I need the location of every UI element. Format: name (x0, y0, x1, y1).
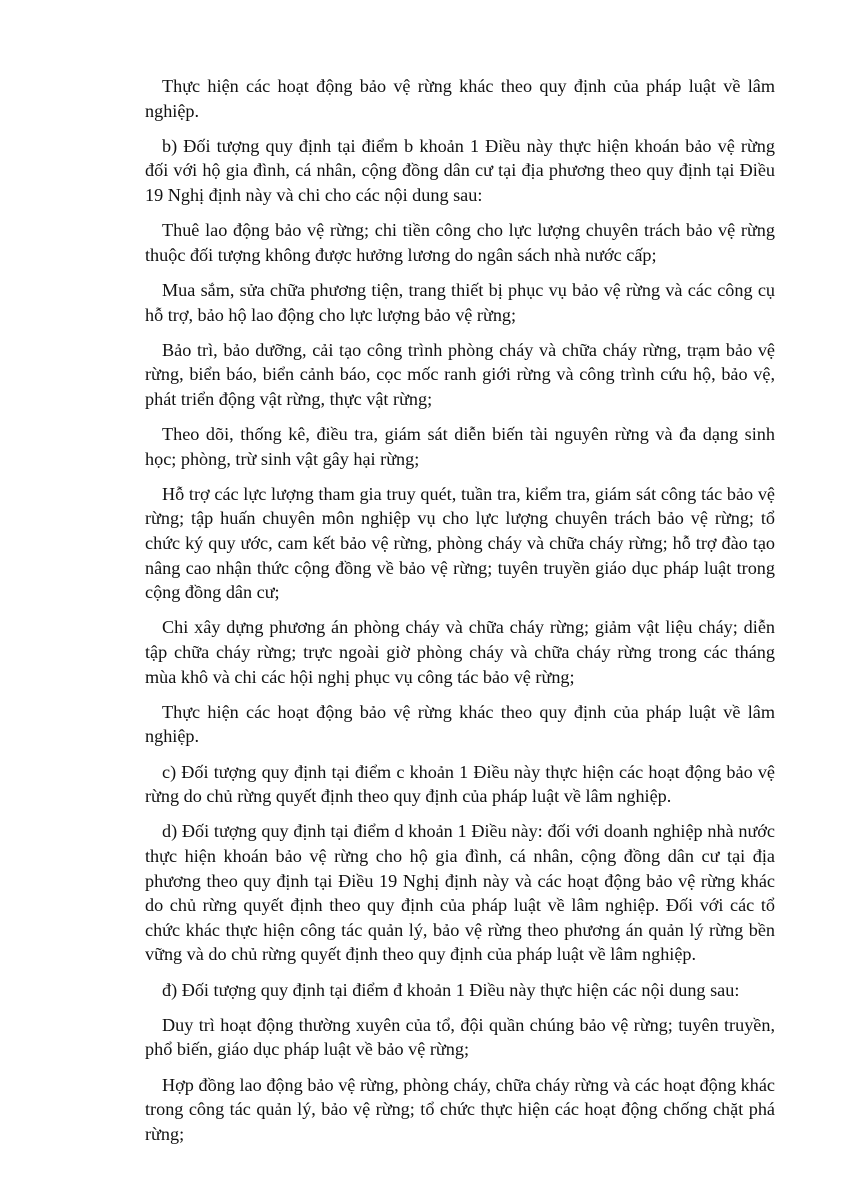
paragraph-7: Hỗ trợ các lực lượng tham gia truy quét, tuần tra, kiểm tra, giám sát công tác bảo vệ rừng; tập huấn chuyên môn nghiệp vụ cho lực lượng chuyên trách bảo vệ rừng; tổ chức ký quy ước, cam kết bảo vệ rừng, phòng cháy và chữa cháy rừng; hỗ trợ đào tạo nâng cao nhận thức cộng đồng về bảo vệ rừng; tuyên truyền giáo dục pháp luật trong cộng đồng dân cư; (145, 483, 775, 603)
paragraph-10: c) Đối tượng quy định tại điểm c khoản 1 Điều này thực hiện các hoạt động bảo vệ rừng do chủ rừng quyết định theo quy định của pháp luật về lâm nghiệp. (145, 761, 775, 807)
paragraph-9: Thực hiện các hoạt động bảo vệ rừng khác theo quy định của pháp luật về lâm nghiệp. (145, 701, 775, 747)
paragraph-5: Bảo trì, bảo dưỡng, cải tạo công trình phòng cháy và chữa cháy rừng, trạm bảo vệ rừng, biển báo, biển cảnh báo, cọc mốc ranh giới rừng và công trình cứu hộ, bảo vệ, phát triển động vật rừng, thực vật rừng; (145, 339, 775, 409)
paragraph-11: d) Đối tượng quy định tại điểm d khoản 1 Điều này: đối với doanh nghiệp nhà nước thực hiện khoán bảo vệ rừng cho hộ gia đình, cá nhân, cộng đồng dân cư tại địa phương theo quy định tại Điều 19 Nghị định này và các hoạt động bảo vệ rừng khác do chủ rừng quyết định theo quy định của pháp luật về lâm nghiệp. Đối với các tổ chức khác thực hiện công tác quản lý, bảo vệ rừng theo phương án quản lý rừng bền vững và do chủ rừng quyết định theo quy định của pháp luật về lâm nghiệp. (145, 821, 775, 965)
paragraph-6: Theo dõi, thống kê, điều tra, giám sát diễn biến tài nguyên rừng và đa dạng sinh học; phòng, trừ sinh vật gây hại rừng; (145, 424, 775, 469)
paragraph-2: b) Đối tượng quy định tại điểm b khoản 1 Điều này thực hiện khoán bảo vệ rừng đối với hộ gia đình, cá nhân, cộng đồng dân cư tại địa phương theo quy định tại Điều 19 Nghị định này và chi cho các nội dung sau: (145, 135, 775, 205)
document-page (145, 74, 775, 1157)
paragraph-14: Hợp đồng lao động bảo vệ rừng, phòng cháy, chữa cháy rừng và các hoạt động khác trong công tác quản lý, bảo vệ rừng; tổ chức thực hiện các hoạt động chống chặt phá rừng; (145, 1074, 775, 1144)
paragraph-8: Chi xây dựng phương án phòng cháy và chữa cháy rừng; giảm vật liệu cháy; diễn tập chữa cháy rừng; trực ngoài giờ phòng cháy và chữa cháy rừng trong các tháng mùa khô và chi các hội nghị phục vụ công tác bảo vệ rừng; (145, 617, 775, 687)
paragraph-13: Duy trì hoạt động thường xuyên của tổ, đội quần chúng bảo vệ rừng; tuyên truyền, phổ biến, giáo dục pháp luật về bảo vệ rừng; (145, 1014, 775, 1060)
paragraph-1: Thực hiện các hoạt động bảo vệ rừng khác theo quy định của pháp luật về lâm nghiệp. (145, 76, 775, 121)
paragraph-4: Mua sắm, sửa chữa phương tiện, trang thiết bị phục vụ bảo vệ rừng và các công cụ hỗ trợ, bảo hộ lao động cho lực lượng bảo vệ rừng; (145, 279, 775, 325)
paragraph-3: Thuê lao động bảo vệ rừng; chi tiền công cho lực lượng chuyên trách bảo vệ rừng thuộc đối tượng không được hưởng lương do ngân sách nhà nước cấp; (145, 220, 775, 265)
paragraph-12: đ) Đối tượng quy định tại điểm đ khoản 1 Điều này thực hiện các nội dung sau: (162, 979, 740, 1000)
